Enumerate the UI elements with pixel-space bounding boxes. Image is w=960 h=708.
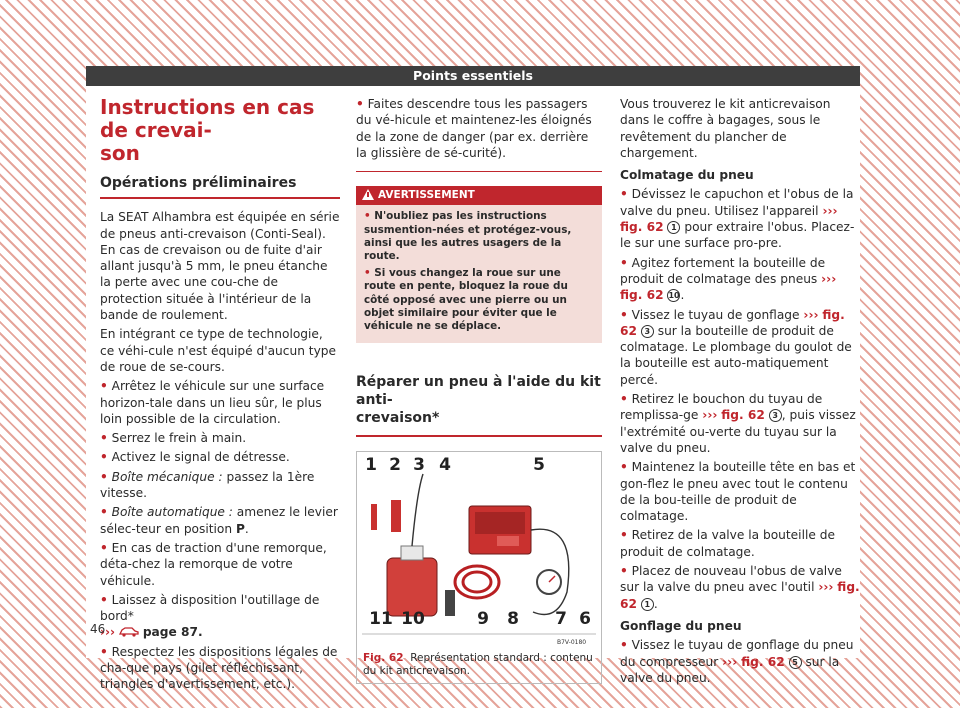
column-2 bbox=[356, 96, 602, 684]
callout-5: 5 bbox=[789, 656, 802, 669]
title-rule bbox=[100, 197, 340, 199]
bullet-item: • Dévissez le capuchon et l'obus de la valve du pneu. Utilisez l'appareil ››› fig. 62 1 pour extraire l'obus. Placez-le sur une surface pro-pre. bbox=[620, 187, 855, 251]
page-title: Instructions en cas de crevai- son bbox=[100, 95, 315, 165]
warning-icon bbox=[362, 189, 374, 200]
bullet-item: • Agitez fortement la bouteille de produit de colmatage des pneus ››› fig. 62 10. bbox=[620, 255, 837, 303]
warning-item: • N'oubliez pas les instructions susmention-nées et protégez-vous, ainsi que les autres usagers de la route. bbox=[364, 210, 572, 263]
callout-1: 1 bbox=[667, 221, 680, 234]
callout-1: 1 bbox=[641, 598, 654, 611]
section-title: Réparer un pneu à l'aide du kit anti- crevaison* bbox=[356, 373, 601, 426]
divider bbox=[356, 171, 602, 172]
figure-label-1: 1 bbox=[365, 454, 377, 475]
fig-reference-link[interactable]: fig. 62 bbox=[721, 408, 765, 423]
figure-62 bbox=[356, 451, 602, 684]
car-tools-icon bbox=[119, 625, 139, 637]
page-number: 46 bbox=[90, 622, 106, 636]
figure-label-6: 6 bbox=[579, 608, 591, 629]
paragraph: En intégrant ce type de technologie, ce véhi-cule n'est équipé d'aucun type de roue de se-cours. bbox=[100, 327, 337, 374]
warning-box bbox=[356, 186, 602, 343]
subheading-colmatage: Colmatage du pneu bbox=[620, 168, 754, 183]
bullet-item: • Serrez le frein à main. bbox=[100, 431, 247, 446]
figure-label-7: 7 bbox=[555, 608, 567, 629]
figure-code: B7V-0180 bbox=[557, 638, 587, 646]
fig-reference-link[interactable]: fig. 62 bbox=[620, 307, 845, 338]
column-3 bbox=[620, 96, 860, 689]
bullet-item: • Activez le signal de détresse. bbox=[100, 450, 290, 465]
section-header: Points essentiels bbox=[86, 66, 860, 86]
callout-3: 3 bbox=[641, 325, 654, 338]
paragraph: La SEAT Alhambra est équipée en série de pneus anti-crevaison (Conti-Seal). En cas de crevaison ou de fuite d'air allant jusqu'à 5 mm, le pneu étanche la perte avec une cou-che de protection située à l'intérieur de la bande de roulement. bbox=[100, 210, 340, 323]
warning-header: AVERTISSEMENT bbox=[356, 186, 602, 205]
bullet-item: • Vissez le tuyau de gonflage ››› fig. 62 3 sur la bouteille de produit de colmatage. Le plombage du goulot de la bouteille est auto-matiquement percé. bbox=[620, 307, 852, 387]
figure-label-5: 5 bbox=[533, 454, 545, 475]
subtitle: Opérations préliminaires bbox=[100, 175, 297, 191]
figure-caption: Fig. 62 Représentation standard : contenu du kit anticrevaison. bbox=[363, 651, 593, 677]
repair-kit-drawing bbox=[357, 452, 601, 648]
figure-label-4: 4 bbox=[439, 454, 451, 475]
bullet-item: • En cas de traction d'une remorque, déta-chez la remorque de votre véhicule. bbox=[100, 540, 327, 588]
fig-reference-link[interactable]: fig. 62 bbox=[741, 654, 785, 669]
bullet-item: • Maintenez la bouteille tête en bas et gon-flez le pneu avec tout le contenu de la bou-teille de produit de colmatage. bbox=[620, 460, 856, 524]
fig-reference-link[interactable]: fig. 62 bbox=[620, 288, 664, 303]
fig-reference-link[interactable]: fig. 62 bbox=[620, 220, 664, 235]
bullet-item: • Arrêtez le véhicule sur une surface horizon-tale dans un lieu sûr, le plus loin possible de la circulation. bbox=[100, 379, 325, 426]
warning-item: • Si vous changez la roue sur une route en pente, bloquez la roue du côté opposé avec une pierre ou un objet similaire pour éviter que le véhicule ne se déplace. bbox=[364, 266, 568, 333]
bullet-item: • Vissez le tuyau de gonflage du pneu du compresseur ››› fig. 62 5 sur la valve du pneu. bbox=[620, 638, 854, 685]
page-reference-link[interactable]: page 87. bbox=[142, 625, 203, 640]
repair-kit-illustration bbox=[357, 452, 601, 648]
reference-arrow-icon: ››› bbox=[100, 625, 116, 640]
section-rule bbox=[356, 435, 602, 437]
subheading-gonflage: Gonflage du pneu bbox=[620, 618, 742, 633]
bullet-item: • Retirez de la valve la bouteille de produit de colmatage. bbox=[620, 528, 835, 559]
column-1 bbox=[100, 96, 340, 696]
bullet-item: • Faites descendre tous les passagers du vé-hicule et maintenez-les éloignés de la zone de danger (par ex. derrière la glissière de sé-curité). bbox=[356, 97, 592, 160]
warning-body bbox=[356, 205, 602, 343]
figure-label-3: 3 bbox=[413, 454, 425, 475]
bullet-item: • Boîte mécanique : passez la 1ère vitesse. bbox=[100, 469, 315, 501]
bullet-item: • Laissez à disposition l'outillage de bord* ››› page 87. bbox=[100, 592, 320, 640]
figure-label-10: 10 bbox=[401, 608, 425, 629]
paragraph: Vous trouverez le kit anticrevaison dans le coffre à bagages, sous le revêtement du plancher de chargement. bbox=[620, 97, 831, 160]
bullet-item: • Retirez le bouchon du tuyau de remplissa-ge ››› fig. 62 3 , puis vissez l'extrémité ou-verte du tuyau sur la valve du pneu. bbox=[620, 392, 856, 455]
bullet-item: • Boîte automatique : amenez le levier sélec-teur en position P. bbox=[100, 505, 338, 536]
figure-label-8: 8 bbox=[507, 608, 519, 629]
bullet-item: • Placez de nouveau l'obus de valve sur la valve du pneu avec l'outil ››› fig. 62 1 . bbox=[620, 564, 860, 611]
callout-3: 3 bbox=[769, 409, 782, 422]
figure-label-11: 11 bbox=[369, 608, 393, 629]
callout-10: 10 bbox=[668, 291, 680, 301]
figure-label-9: 9 bbox=[477, 608, 489, 629]
bullet-item: • Respectez les dispositions légales de cha-que pays (gilet réfléchissant, triangles d'avertissement, etc.). bbox=[100, 644, 338, 692]
fig-reference-link[interactable]: fig. 62 bbox=[620, 580, 860, 611]
figure-label-2: 2 bbox=[389, 454, 401, 475]
